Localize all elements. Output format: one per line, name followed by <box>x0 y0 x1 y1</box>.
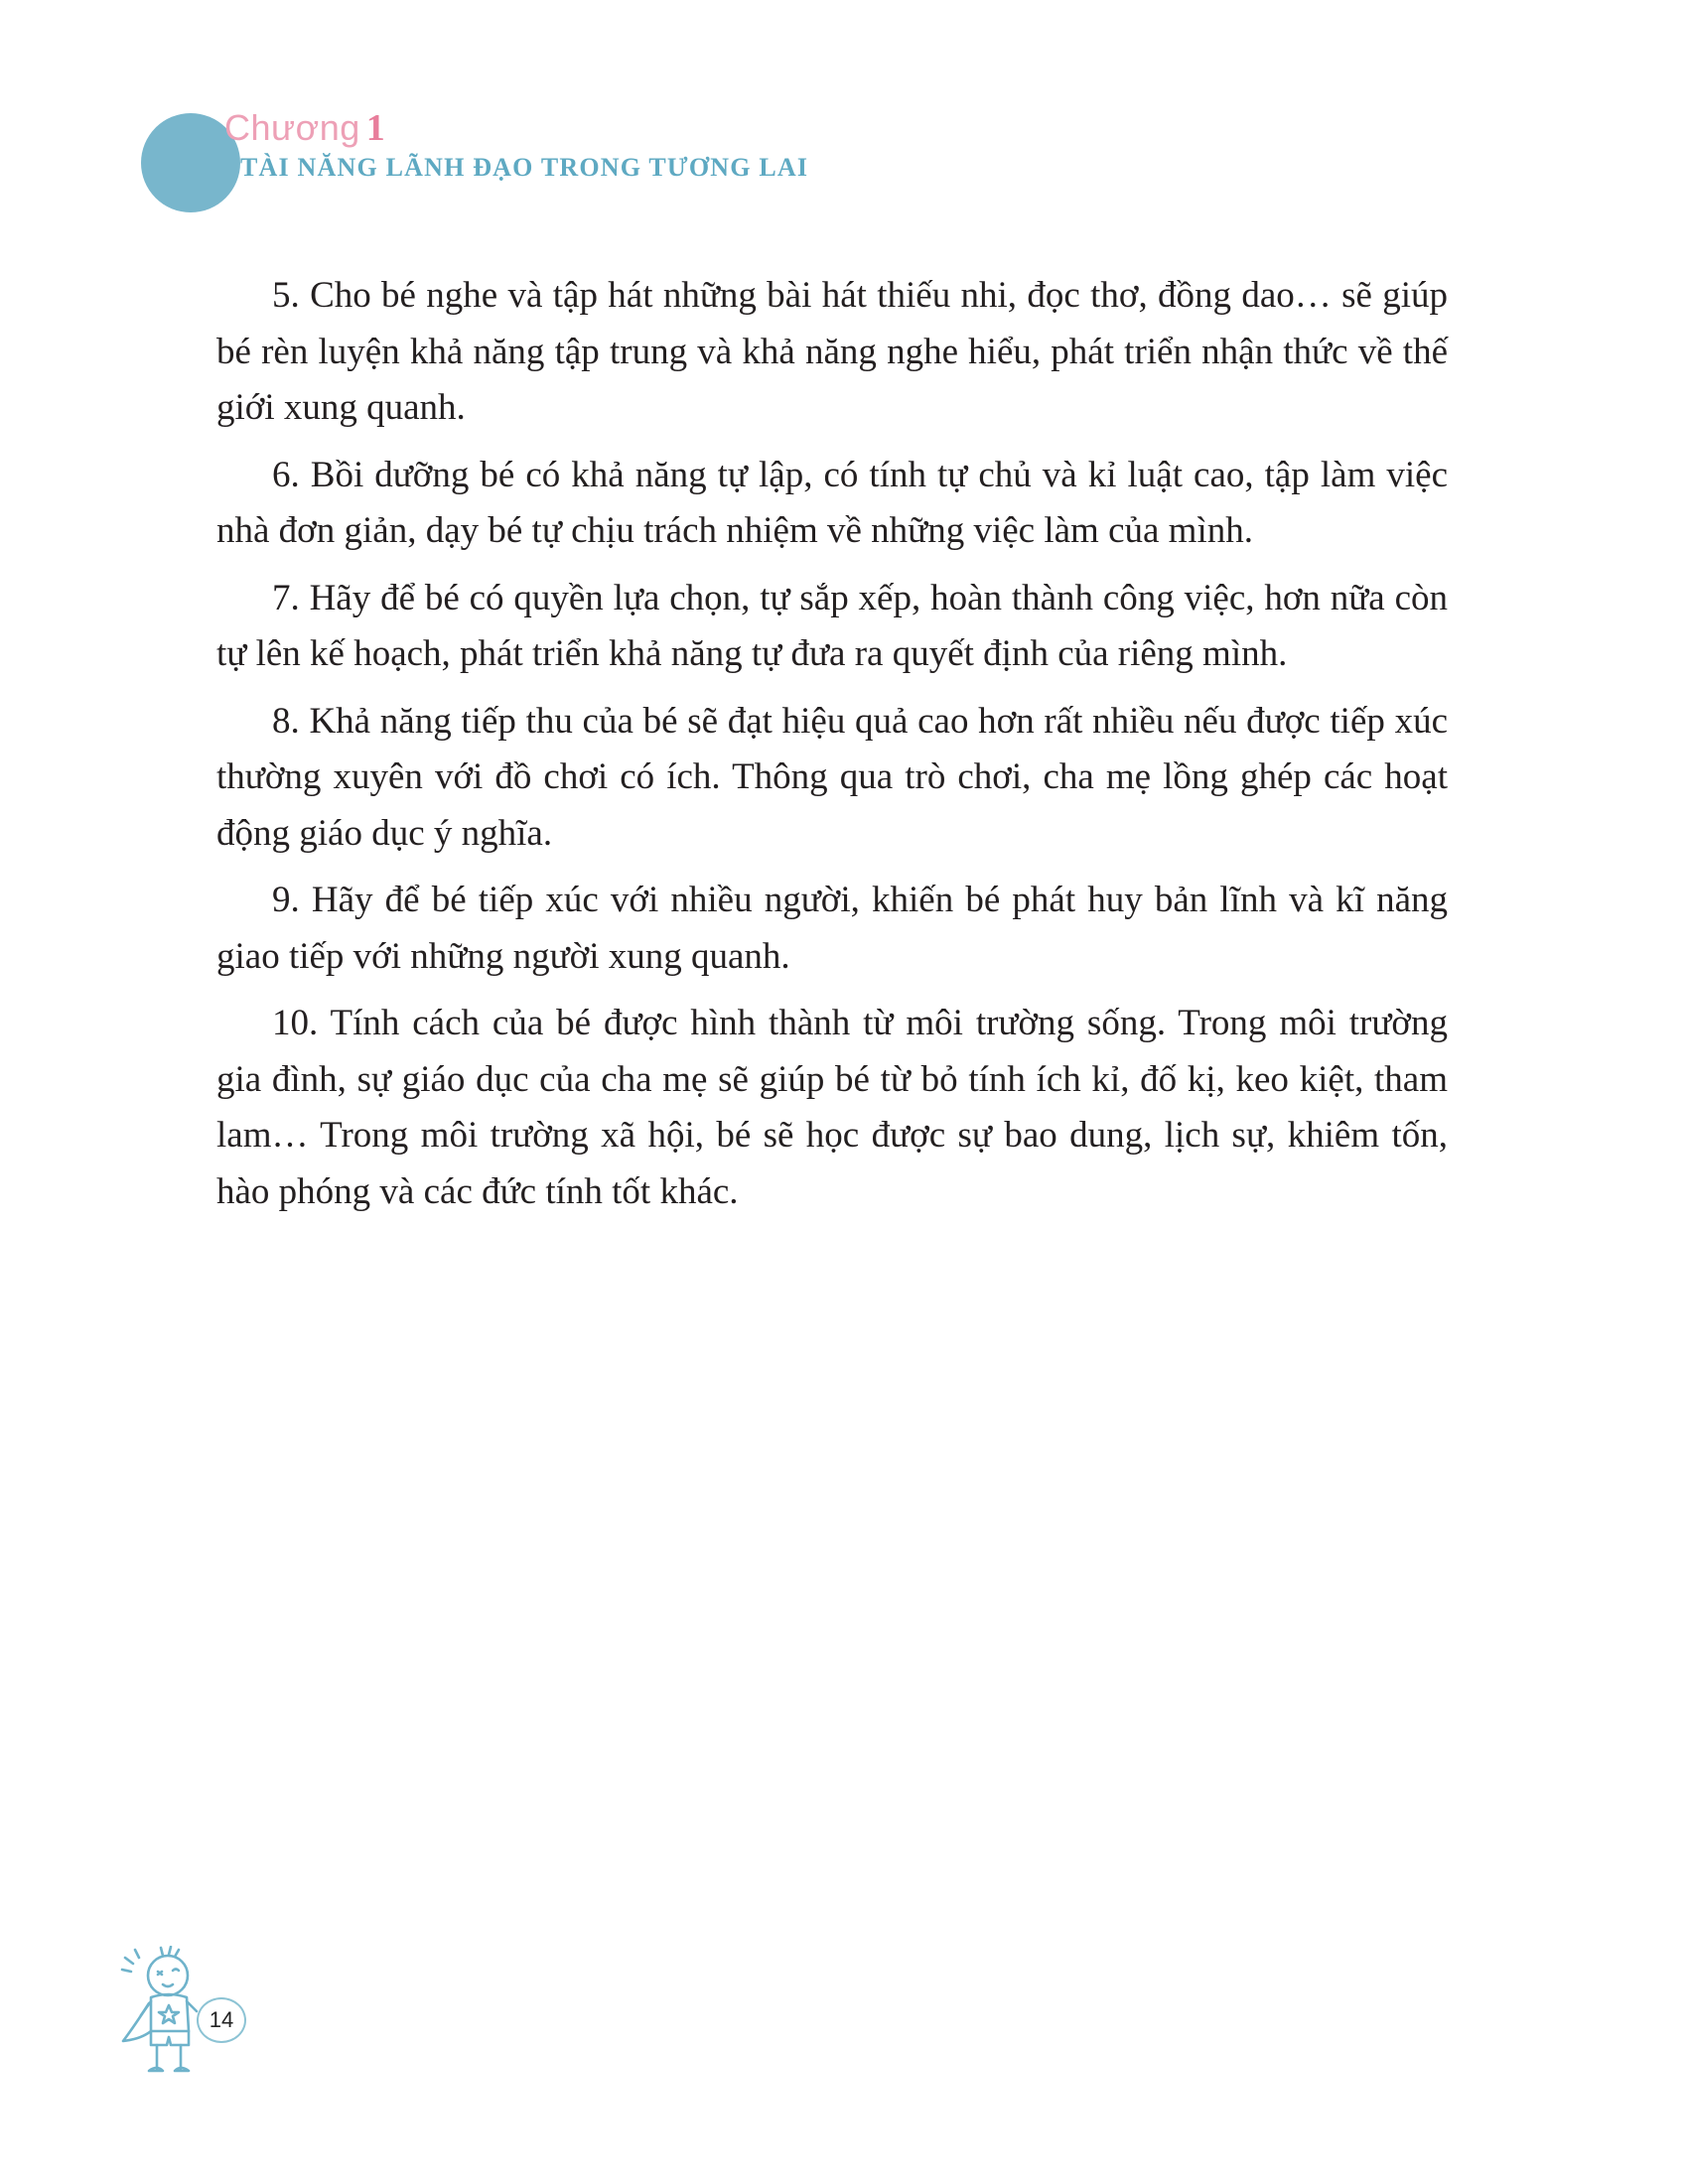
page-number: 14 <box>209 2007 234 2032</box>
paragraph-6: 6. Bồi dưỡng bé có khả năng tự lập, có tính tự chủ và kỉ luật cao, tập làm việc nhà đơn giản, dạy bé tự chịu trách nhiệm về những việc làm của mình. <box>216 454 1448 551</box>
paragraph-9: 9. Hãy để bé tiếp xúc với nhiều người, khiến bé phát huy bản lĩnh và kĩ năng giao tiếp với những người xung quanh. <box>216 880 1448 977</box>
paragraph-7: 7. Hãy để bé có quyền lựa chọn, tự sắp xếp, hoàn thành công việc, hơn nữa còn tự lên kế hoạch, phát triển khả năng tự đưa ra quyết định của riêng mình. <box>216 577 1448 674</box>
chapter-word: Chương <box>224 107 360 148</box>
chapter-title: TÀI NĂNG LÃNH ĐẠO TRONG TƯƠNG LAI <box>240 153 809 182</box>
paragraph-10: 10. Tính cách của bé được hình thành từ môi trường sống. Trong môi trường gia đình, sự giáo dục của cha mẹ sẽ giúp bé từ bỏ tính ích kỉ, đố kị, keo kiệt, tham lam… Trong môi trường xã hội, bé sẽ học được sự bao dung, lịch sự, khiêm tốn, hào phóng và các đức tính tốt khác. <box>216 1003 1448 1212</box>
paragraph-8: 8. Khả năng tiếp thu của bé sẽ đạt hiệu quả cao hơn rất nhiều nếu được tiếp xúc thường xuyên với đồ chơi có ích. Thông qua trò chơi, cha mẹ lồng ghép các hoạt động giáo dục ý nghĩa. <box>216 700 1448 854</box>
chapter-number: 1 <box>365 107 386 149</box>
chapter-label <box>224 105 385 151</box>
page-number-badge <box>197 1997 246 2043</box>
body-text <box>216 268 1448 1231</box>
paragraph-5: 5. Cho bé nghe và tập hát những bài hát thiếu nhi, đọc thơ, đồng dao… sẽ giúp bé rèn luyện khả năng tập trung và khả năng nghe hiểu, phát triển nhận thức về thế giới xung quanh. <box>216 275 1448 428</box>
